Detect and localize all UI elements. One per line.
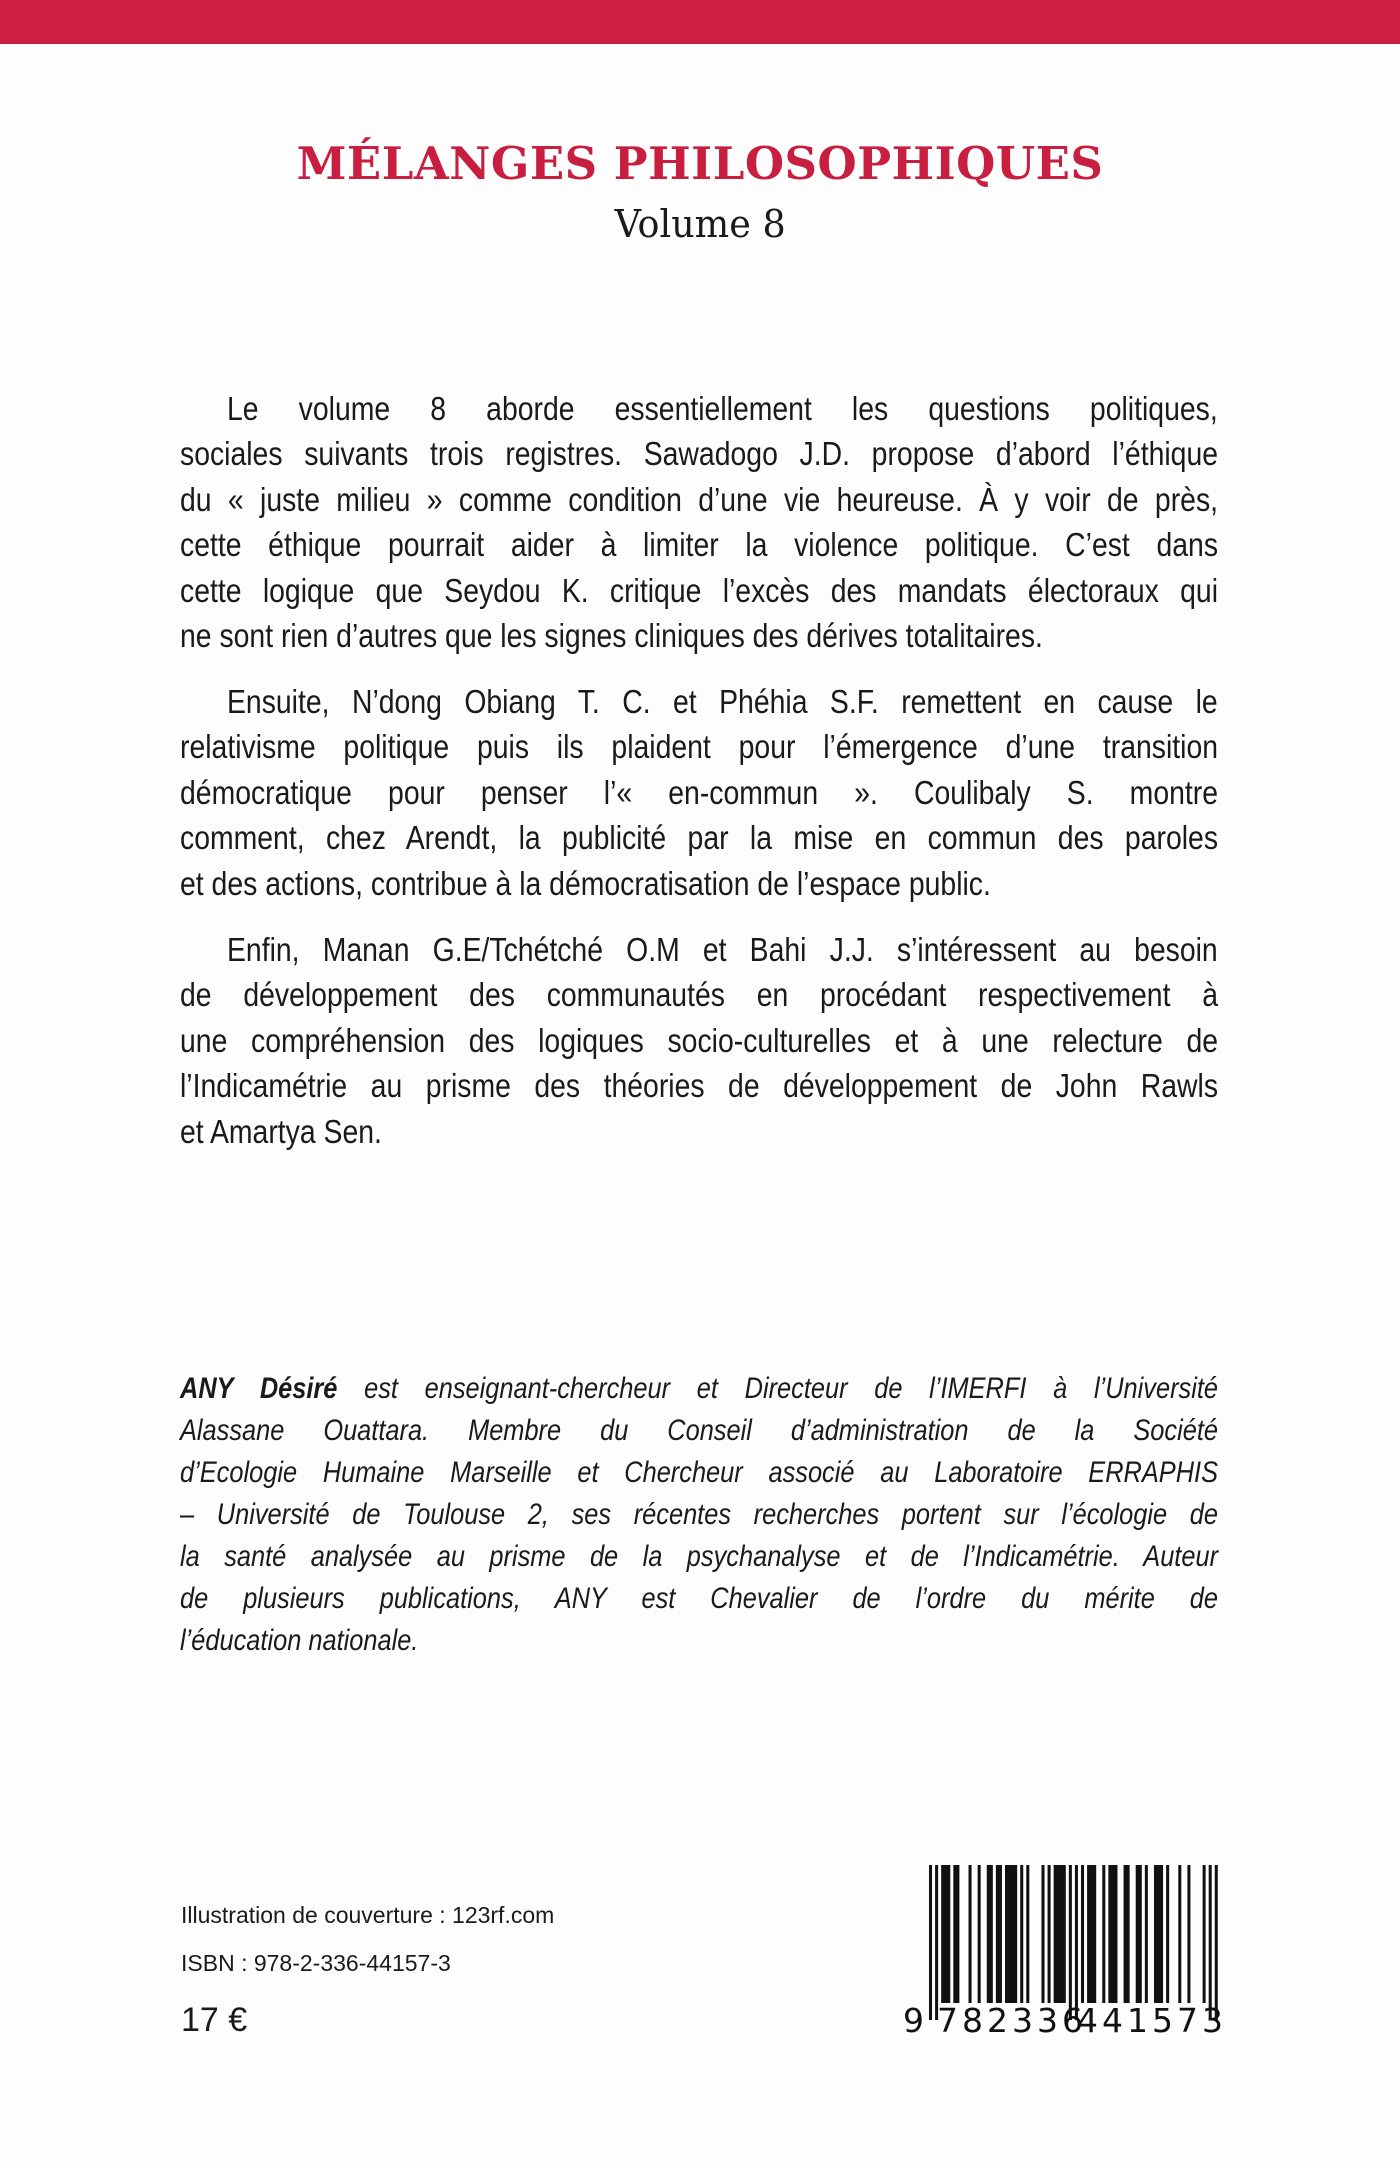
barcode-bar [978,1865,981,2003]
barcode-bar [1124,1865,1130,2003]
barcode-bar [1154,1865,1163,2003]
barcode-bar [1005,1865,1017,2003]
summary-paragraph-1 [180,390,1218,663]
paragraph-line: Le volume 8 aborde essentiellement les questions politiques, [227,389,1218,427]
summary-paragraph-2 [180,683,1218,911]
barcode-guard-bar [929,1865,932,2020]
price-text: 17 € [181,2001,248,2039]
paragraph-line: l’Indicamétrie au prisme des théories de développement de John Rawls [180,1067,1219,1104]
barcode-bar [941,1865,950,2003]
paragraph-line: et Amartya Sen. [180,1112,382,1150]
bio-first-line-text: est enseignant-chercheur et Directeur de l’IMERFI à l’Université [337,1372,1219,1405]
top-color-band [0,0,1400,44]
barcode-left-digits: 782336 [937,2001,1087,2040]
paragraph-line: du « juste milieu » comme condition d’une vie heureuse. À y voir de près, [180,480,1219,518]
book-title-text: MÉLANGES PHILOSOPHIQUES [296,137,1104,190]
isbn-barcode [890,1860,1230,2050]
author-bio [180,1372,1218,1666]
paragraph-line: cette éthique pourrait aider à limiter la violence politique. C’est dans [180,526,1219,563]
barcode-bar [1136,1865,1142,2003]
paragraph-line: de développement des communautés en procédant respectivement à [180,976,1219,1013]
barcode-bar [1081,1865,1084,2003]
barcode-guard-bar [1069,1865,1072,2020]
barcode-bar [1145,1865,1148,2003]
barcode-bar [1020,1865,1023,2003]
barcode-first-digit: 9 [903,2001,924,2040]
barcode-bar [996,1865,1002,2003]
paragraph-line: Ensuite, N’dong Obiang T. C. et Phéhia S.F. remettent en cause le [227,682,1218,720]
paragraph-line: comment, chez Arendt, la publicité par la mise en commun des paroles [180,819,1219,856]
bio-line: d’Ecologie Humaine Marseille et Chercheur associé au Laboratoire ERRAPHIS [180,1456,1219,1489]
barcode-bar [1108,1865,1117,2003]
paragraph-line: relativisme politique puis ils plaident pour l’émergence d’une transition [180,728,1219,765]
paragraph-line: cette logique que Seydou K. critique l’excès des mandats électoraux qui [180,571,1219,609]
barcode-bar [1054,1865,1066,2003]
paragraph-line: Enfin, Manan G.E/Tchétché O.M et Bahi J.J. s’intéressent au besoin [227,930,1218,968]
barcode-bar [1166,1865,1169,2003]
barcode-graphic [890,1860,1230,2050]
paragraph-line: démocratique pour penser l’« en-commun ». Coulibaly S. montre [180,773,1219,811]
book-title [0,136,1400,192]
bio-line: de plusieurs publications, ANY est Chevalier de l’ordre du mérite de [180,1582,1219,1615]
paragraph-line: sociales suivants trois registres. Sawadogo J.D. propose d’abord l’éthique [180,435,1219,472]
barcode-bar [953,1865,959,2003]
bio-line [180,1372,1218,1414]
barcode-bar [1203,1865,1206,2003]
barcode-guard-bar [935,1865,938,2020]
barcode-bar [1041,1865,1044,2003]
barcode-guard-bar [1209,1865,1212,2020]
volume-subtitle-text: Volume 8 [614,202,786,246]
bio-line: Alassane Ouattara. Membre du Conseil d’administration de la Société [180,1414,1219,1447]
summary-paragraph-3 [180,931,1218,1159]
bio-line: – Université de Toulouse 2, ses récentes recherches portent sur l’écologie de [180,1498,1219,1531]
paragraph-line: une compréhension des logiques socio-culturelles et à une relecture de [180,1021,1219,1059]
barcode-bar [1026,1865,1029,2003]
isbn-text: ISBN : 978-2-336-44157-3 [181,1950,451,1976]
cover-illustration-credit: Illustration de couverture : 123rf.com [181,1902,555,1928]
barcode-right-digits: 441573 [1077,2001,1227,2040]
paragraph-line: et des actions, contribue à la démocratisation de l’espace public. [180,864,991,902]
barcode-bar [1178,1865,1181,2003]
barcode-bar [1048,1865,1051,2003]
author-name: ANY Désiré [180,1372,338,1405]
barcode-bar [1087,1865,1096,2003]
bio-line: l’éducation nationale. [180,1624,419,1657]
bio-line: la santé analysée au prisme de la psychanalyse et de l’Indicamétrie. Auteur [180,1540,1219,1573]
volume-subtitle [0,200,1400,248]
barcode-guard-bar [1215,1865,1218,2020]
paragraph-line: ne sont rien d’autres que les signes cliniques des dérives totalitaires. [180,617,1043,654]
barcode-bar [1102,1865,1105,2003]
barcode-guard-bar [1075,1865,1078,2020]
barcode-bar [969,1865,972,2003]
barcode-bar [987,1865,993,2003]
barcode-bar [1187,1865,1190,2003]
